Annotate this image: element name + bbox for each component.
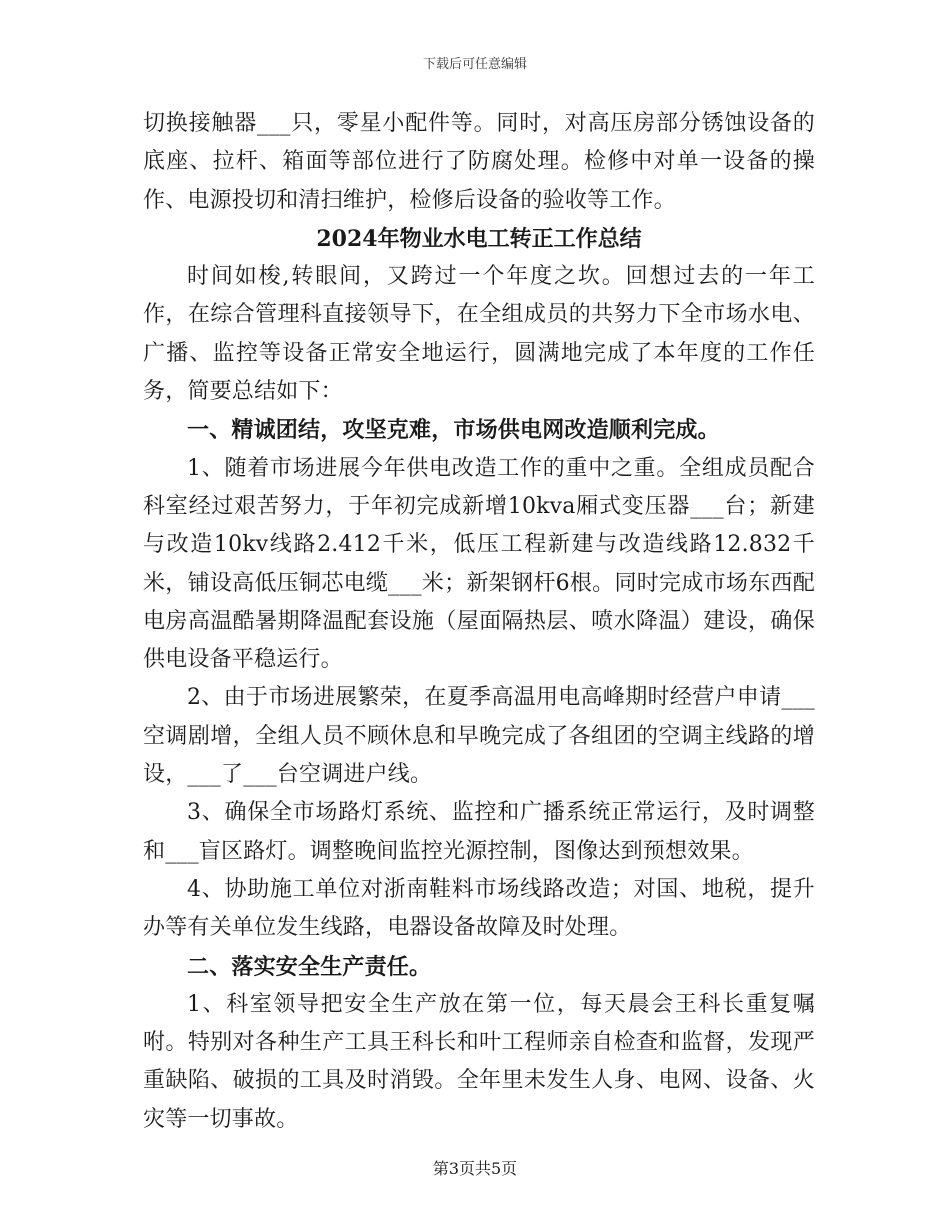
section-1-item-2: 2、由于市场进展繁荣，在夏季高温用电高峰期时经营户申请___空调剧增，全组人员不顾休息和早晚完成了各组团的空调主线路的增设，___了___台空调进户线。 — [143, 685, 815, 788]
section-2-heading: 二、落实安全生产责任。 — [187, 953, 432, 980]
section-2-item-1: 1、科室领导把安全生产放在第一位，每天晨会王科长重复嘱咐。特别对各种生产工具王科长和叶工程师亲自检查和监督，发现严重缺陷、破损的工具及时消毁。全年里未发生人身、电网、设备、火灾等一切事故。 — [143, 991, 815, 1132]
section-1-item-4: 4、协助施工单位对浙南鞋料市场线路改造；对国、地税，提升办等有关单位发生线路，电器设备故障及时处理。 — [143, 876, 815, 941]
section-1-item-3: 3、确保全市场路灯系统、监控和广播系统正常运行，及时调整和___盲区路灯。调整晚间监控光源控制，图像达到预想效果。 — [143, 800, 815, 864]
intro-paragraph: 切换接触器___只，零星小配件等。同时，对高压房部分锈蚀设备的底座、拉杆、箱面等部位进行了防腐处理。检修中对单一设备的操作、电源投切和清扫维护，检修后设备的验收等工作。 — [143, 111, 815, 213]
document-title: 2024年物业水电工转正工作总结 — [316, 225, 642, 252]
opening-paragraph: 时间如梭,转眼间，又跨过一个年度之坎。回想过去的一年工作，在综合管理科直接领导下，在全组成员的共努力下全市场水电、广播、监控等设备正常安全地运行，圆满地完成了本年度的工作任务，简要总结如下： — [143, 264, 815, 405]
section-1-item-1: 1、随着市场进展今年供电改造工作的重中之重。全组成员配合科室经过艰苦努力，于年初完成新增10kva厢式变压器___台；新建与改造10kv线路2.412千米，低压工程新建与改造线路12.832千米，铺设高低压铜芯电缆___米；新架钢杆6根。同时完成市场东西配电房高温酷暑期降温配套设施（屋面隔热层、喷水降温）建设，确保供电设备平稳运行。 — [143, 455, 815, 673]
section-1-heading: 一、精诚团结，攻坚克难，市场供电网改造顺利完成。 — [187, 417, 720, 444]
document-body — [143, 105, 815, 1139]
header-note: 下载后可任意编辑 — [422, 57, 527, 72]
page-number: 第3页共5页 — [432, 1159, 518, 1178]
